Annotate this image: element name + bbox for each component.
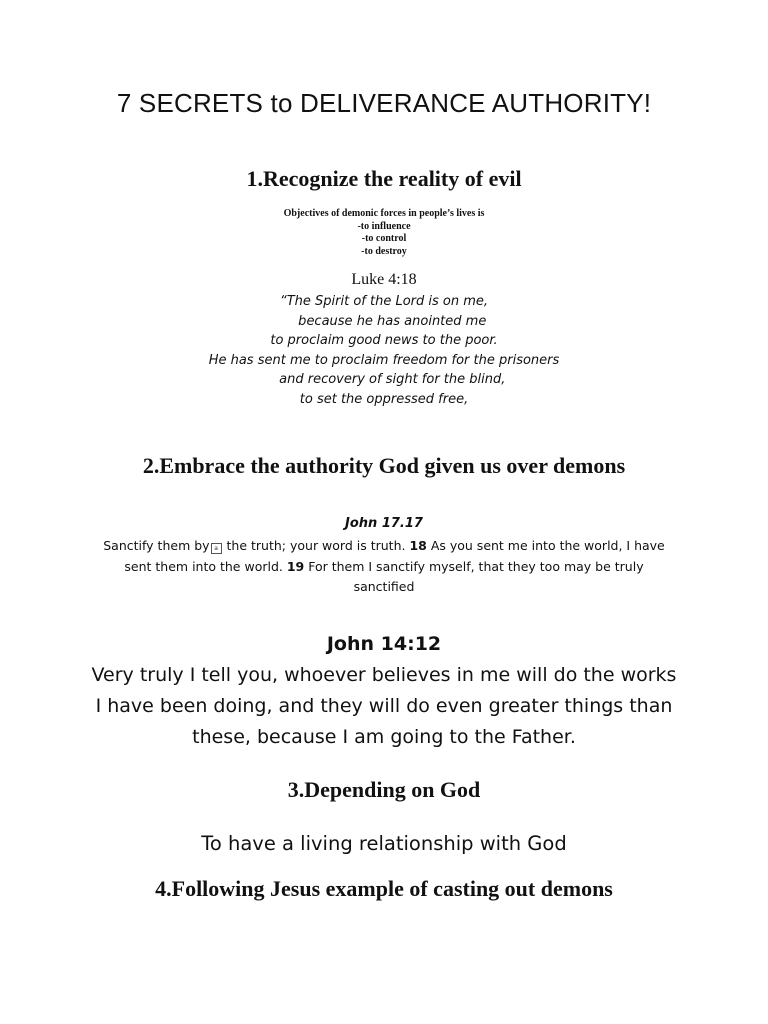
footnote-marker[interactable]: a bbox=[211, 543, 222, 554]
verse-line: to set the oppressed free, bbox=[299, 391, 469, 407]
objective-item: -to influence bbox=[357, 220, 411, 232]
objective-item: -to control bbox=[361, 233, 407, 244]
verse-line: because he has anointed me bbox=[281, 313, 487, 329]
verse-number: 19 bbox=[286, 558, 305, 574]
objectives-intro: Objectives of demonic forces in people’s lives is bbox=[283, 208, 485, 219]
john17-text-part: For them I sanctify myself, that they too may be truly sanctified bbox=[304, 558, 644, 594]
luke-reference: Luke 4:18 bbox=[351, 271, 417, 288]
verse-line: to proclaim good news to the poor. bbox=[270, 333, 498, 348]
section-3-heading: 3.Depending on God bbox=[287, 777, 481, 802]
john17-text-part: As you sent me into the world, I have sent them into the world. bbox=[124, 538, 665, 574]
john17-reference: John 17.17 bbox=[345, 516, 423, 531]
page-title: 7 SECRETS to DELIVERANCE AUTHORITY! bbox=[116, 88, 652, 118]
john17-verse bbox=[96, 536, 672, 598]
john17-text-part: Sanctify them by bbox=[103, 538, 210, 553]
objectives-list bbox=[0, 208, 768, 258]
verse-line: and recovery of sight for the blind, bbox=[262, 372, 506, 387]
section-4-heading: 4.Following Jesus example of casting out demons bbox=[155, 876, 613, 901]
john17-text-part: the truth; your word is truth. bbox=[222, 538, 410, 553]
verse-line: He has sent me to proclaim freedom for the prisoners bbox=[208, 352, 560, 368]
verse-number: 18 bbox=[409, 538, 427, 553]
luke-verse bbox=[0, 292, 768, 409]
section-2-heading: 2.Embrace the authority God given us over demons bbox=[142, 453, 626, 478]
section-3-text: To have a living relationship with God bbox=[201, 832, 567, 855]
john14-verse: Very truly I tell you, whoever believes in me will do the works I have been doing, and they will do even greater things than these, because I am going to the Father. bbox=[91, 664, 677, 748]
verse-line: “The Spirit of the Lord is on me, bbox=[279, 294, 489, 309]
john14-reference: John 14:12 bbox=[326, 633, 442, 655]
objective-item: -to destroy bbox=[361, 245, 407, 257]
section-1-heading: 1.Recognize the reality of evil bbox=[246, 166, 522, 191]
